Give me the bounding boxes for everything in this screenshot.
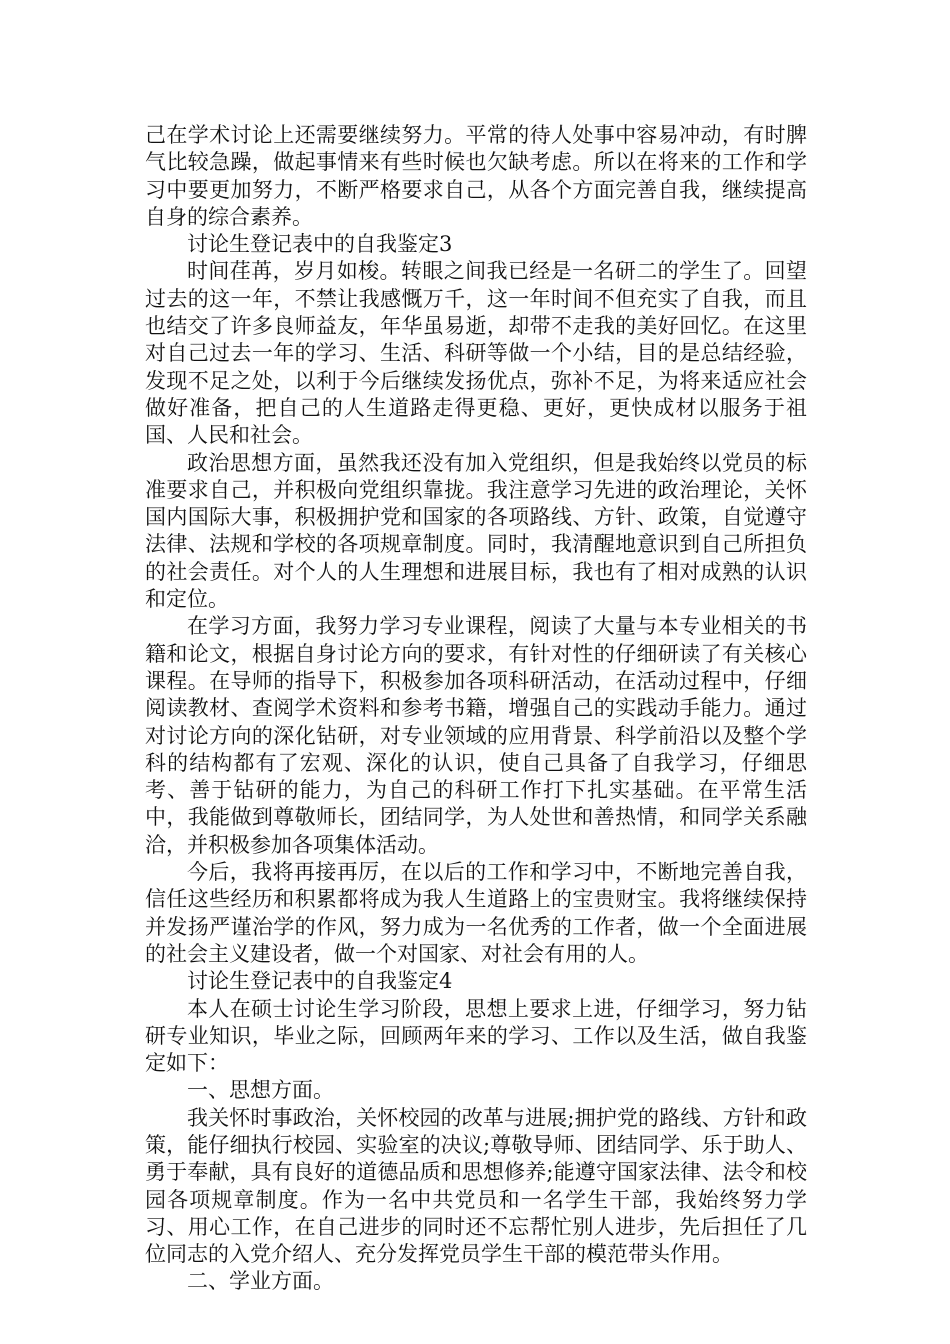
paragraph-continuation: 己在学术讨论上还需要继续努力。平常的待人处事中容易冲动，有时脾气比较急躁，做起事情来有些时候也欠缺考虑。所以在将来的工作和学习中要更加努力，不断严格要求自己，从各个方面完善自我，继续提高自身的综合素养。 — [145, 123, 807, 229]
paragraph-thought: 我关怀时事政治，关怀校园的改革与进展;拥护党的路线、方针和政策，能仔细执行校园、实验室的决议;尊敬导师、团结同学、乐于助人、勇于奉献，具有良好的道德品质和思想修养;能遵守国家法律、法令和校园各项规章制度。作为一名中共党员和一名学生干部，我始终努力学习、用心工作，在自己进步的同时还不忘帮忙别人进步，先后担任了几位同志的入党介绍人、充分发挥党员学生干部的模范带头作用。 — [145, 1105, 807, 1267]
subheading-academic: 二、学业方面。 — [187, 1269, 334, 1294]
paragraph-intro-3: 时间荏苒，岁月如梭。转眼之间我已经是一名研二的学生了。回望过去的这一年，不禁让我感慨万千，这一年时间不但充实了自我，而且也结交了许多良师益友，年华虽易逝，却带不走我的美好回忆。在这里对自己过去一年的学习、生活、科研等做一个小结，目的是总结经验，发现不足之处，以利于今后继续发扬优点，弥补不足，为将来适应社会做好准备，把自己的人生道路走得更稳、更好，更快成材以服务于祖国、人民和社会。 — [145, 259, 807, 448]
section-heading-3: 讨论生登记表中的自我鉴定3 — [187, 232, 453, 257]
paragraph-intro-4: 本人在硕士讨论生学习阶段，思想上要求上进，仔细学习，努力钻研专业知识，毕业之际，回顾两年来的学习、工作以及生活，做自我鉴定如下： — [145, 996, 807, 1076]
section-heading-4: 讨论生登记表中的自我鉴定4 — [187, 969, 453, 994]
paragraph-study: 在学习方面，我努力学习专业课程，阅读了大量与本专业相关的书籍和论文，根据自身讨论方向的要求，有针对性的仔细研读了有关核心课程。在导师的指导下，积极参加各项科研活动，在活动过程中，仔细阅读教材、查阅学术资料和参考书籍，增强自己的实践动手能力。通过对讨论方向的深化钻研，对专业领域的应用背景、科学前沿以及整个学科的结构都有了宏观、深化的认识，使自己具备了自我学习，仔细思考、善于钻研的能力，为自己的科研工作打下扎实基础。在平常生活中，我能做到尊敬师长，团结同学，为人处世和善热情，和同学关系融洽，并积极参加各项集体活动。 — [145, 614, 807, 857]
subheading-thought: 一、思想方面。 — [187, 1078, 334, 1103]
document-page — [145, 122, 807, 1296]
paragraph-future: 今后，我将再接再厉，在以后的工作和学习中，不断地完善自我，信任这些经历和积累都将成为我人生道路上的宝贵财宝。我将继续保持并发扬严谨治学的作风，努力成为一名优秀的工作者，做一个全面进展的社会主义建设者，做一个对国家、对社会有用的人。 — [145, 860, 807, 966]
paragraph-politics: 政治思想方面，虽然我还没有加入党组织，但是我始终以党员的标准要求自己，并积极向党组织靠拢。我注意学习先进的政治理论，关怀国内国际大事，积极拥护党和国家的各项路线、方针、政策，自觉遵守法律、法规和学校的各项规章制度。同时，我清醒地意识到自己所担负的社会责任。对个人的人生理想和进展目标，我也有了相对成熟的认识和定位。 — [145, 450, 807, 612]
